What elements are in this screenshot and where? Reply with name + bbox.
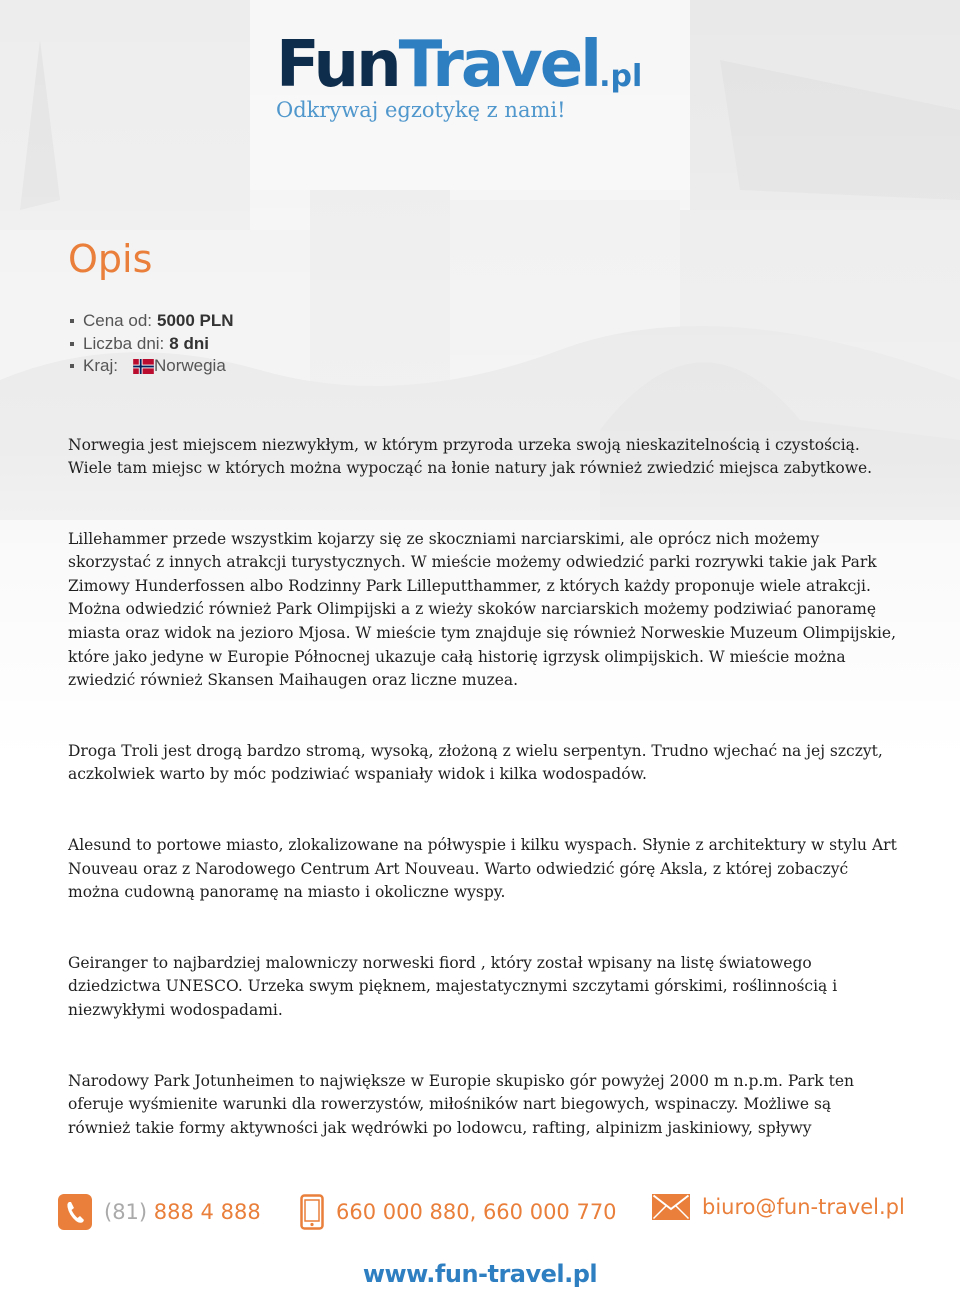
- mobile-numbers: 660 000 880, 660 000 770: [336, 1200, 617, 1224]
- paragraph: Norwegia jest miejscem niezwykłym, w którym przyroda urzeka swoją nieskazitelnością i czystością. Wiele tam miejsc w których można wypocząć na łonie natury jak również zwiedzić miejsca zabytkowe.: [68, 435, 873, 478]
- days-label: Liczba dni:: [83, 333, 165, 353]
- country-label: Kraj:: [83, 356, 118, 375]
- logo-travel: Travel: [398, 28, 600, 102]
- mobile-contact[interactable]: [300, 1194, 617, 1230]
- envelope-icon: [652, 1194, 690, 1220]
- paragraph: Geiranger to najbardziej malowniczy norweski fiord , który został wpisany na listę światowego dziedzictwa UNESCO. Urzeka swym pięknem, majestatycznymi szczytami górskimi, roślinnością i niezwykłymi wodospadami.: [68, 953, 838, 1019]
- paragraph: Droga Troli jest drogą bardzo stromą, wysoką, złożoną z wielu serpentyn. Trudno wjechać na jej szczyt, aczkolwiek warto by móc podziwiać wspaniały widok i kilka wodospadów.: [68, 741, 883, 784]
- email-address: biuro@fun-travel.pl: [702, 1195, 905, 1219]
- country-value: Norwegia: [153, 356, 226, 375]
- paragraph: Alesund to portowe miasto, zlokalizowane na półwyspie i kilku wyspach. Słynie z architektury w stylu Art Nouveau oraz z Narodowego Centrum Art Nouveau. Warto odwiedzić górę Aksla, z której zobaczyć można cudowną panoramę na miasto i okoliczne wyspy.: [68, 836, 897, 902]
- bullet-icon: [70, 319, 74, 323]
- price-label: Cena od:: [83, 311, 152, 330]
- facts-list: [68, 310, 898, 378]
- email-contact[interactable]: [652, 1194, 905, 1220]
- section-title: Opis: [68, 237, 153, 281]
- bullet-icon: [70, 364, 74, 368]
- phone-text: [104, 1200, 261, 1224]
- footer-contacts: [0, 1194, 960, 1244]
- fact-days: [68, 333, 898, 356]
- bullet-icon: [70, 342, 74, 346]
- logo-pl: .pl: [599, 59, 643, 94]
- paragraph: Lillehammer przede wszystkim kojarzy się ze skoczniami narciarskimi, ale oprócz nich możemy skorzystać z innych atrakcji turystycznych. W mieście możemy odwiedzić parki rozrywki takie jak Park Zimowy Hunderfossen albo Rodzinny Park Lilleputthammer, z których każdy proponuje wiele atrakcji. Można odwiedzić również Park Olimpijski a z wieży skoków narciarskich możemy podziwiać panoramę miasta oraz widok na jezioro Mjosa. W mieście tym znajduje się również Norweskie Muzeum Olimpijskie, które jako jedyne w Europie Północnej ukazuje całą historię igrzysk olimpijskich. W mieście można zwiedzić również Skansen Maihaugen oraz liczne muzea.: [68, 529, 897, 690]
- fact-country: [68, 355, 898, 378]
- days-value: 8 dni: [169, 333, 209, 353]
- paragraph: Narodowy Park Jotunheimen to największe w Europie skupisko gór powyżej 2000 m n.p.m. Park ten oferuje wyśmienite warunki dla rowerzystów, miłośników nart biegowych, wspinaczy. Możliwe są również takie formy aktywności jak wędrówki po lodowcu, rafting, alpinizm jaskiniowy, spływy: [68, 1071, 854, 1137]
- description: [68, 434, 898, 1141]
- tagline: Odkrywaj egzotykę z nami!: [276, 98, 566, 122]
- phone-contact[interactable]: [58, 1194, 261, 1230]
- phone-icon: [58, 1194, 92, 1230]
- norway-flag-icon: [133, 359, 154, 374]
- logo-fun: Fun: [276, 28, 399, 102]
- website-link[interactable]: www.fun-travel.pl: [362, 1260, 598, 1288]
- phone-number: 888 4 888: [153, 1200, 261, 1224]
- mobile-phone-icon: [300, 1194, 324, 1230]
- phone-area: (81): [104, 1200, 148, 1224]
- price-value: 5000 PLN: [157, 311, 234, 330]
- main-content: [68, 236, 898, 1187]
- fact-price: [68, 310, 898, 333]
